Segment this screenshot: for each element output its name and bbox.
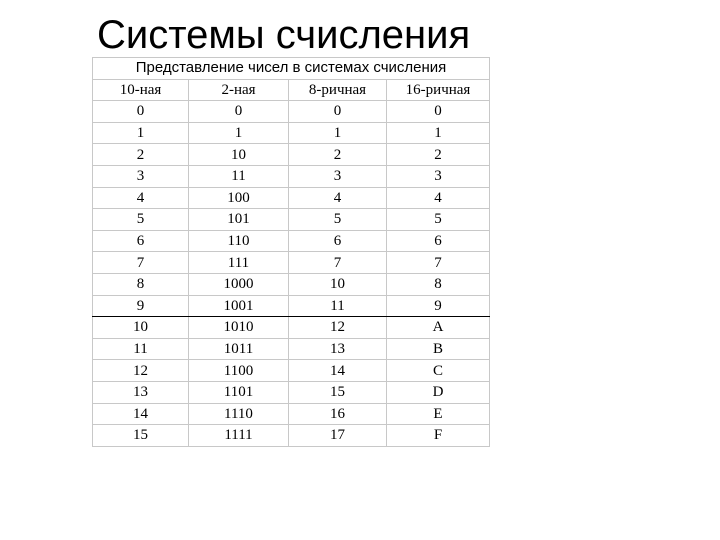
cell-octal: 2 [289, 144, 387, 166]
cell-binary: 0 [189, 101, 289, 123]
cell-octal: 0 [289, 101, 387, 123]
cell-binary: 1011 [189, 338, 289, 360]
table-caption-row [93, 58, 490, 80]
cell-hexadecimal: B [387, 338, 490, 360]
cell-hexadecimal: 0 [387, 101, 490, 123]
table-row [93, 209, 490, 231]
cell-binary: 1010 [189, 317, 289, 339]
table-row [93, 273, 490, 295]
cell-decimal: 10 [93, 317, 189, 339]
cell-decimal: 12 [93, 360, 189, 382]
cell-binary: 1 [189, 122, 289, 144]
table-row [93, 230, 490, 252]
cell-binary: 11 [189, 165, 289, 187]
cell-octal: 1 [289, 122, 387, 144]
cell-binary: 1000 [189, 273, 289, 295]
cell-decimal: 15 [93, 425, 189, 447]
cell-decimal: 8 [93, 273, 189, 295]
cell-decimal: 6 [93, 230, 189, 252]
cell-octal: 7 [289, 252, 387, 274]
table-row [93, 381, 490, 403]
cell-octal: 13 [289, 338, 387, 360]
cell-hexadecimal: 3 [387, 165, 490, 187]
number-systems-table [92, 57, 490, 447]
cell-decimal: 2 [93, 144, 189, 166]
table-header-row [93, 79, 490, 101]
table-body [93, 101, 490, 447]
header-decimal: 10-ная [93, 79, 189, 101]
cell-octal: 4 [289, 187, 387, 209]
cell-decimal: 9 [93, 295, 189, 317]
cell-octal: 3 [289, 165, 387, 187]
table-row [93, 360, 490, 382]
cell-decimal: 7 [93, 252, 189, 274]
slide-title: Системы счисления [97, 13, 471, 57]
cell-hexadecimal: F [387, 425, 490, 447]
cell-binary: 101 [189, 209, 289, 231]
table-row [93, 338, 490, 360]
cell-binary: 1001 [189, 295, 289, 317]
cell-hexadecimal: 9 [387, 295, 490, 317]
cell-decimal: 3 [93, 165, 189, 187]
cell-octal: 5 [289, 209, 387, 231]
cell-hexadecimal: 1 [387, 122, 490, 144]
cell-decimal: 14 [93, 403, 189, 425]
cell-hexadecimal: 5 [387, 209, 490, 231]
cell-binary: 100 [189, 187, 289, 209]
cell-decimal: 0 [93, 101, 189, 123]
cell-hexadecimal: 6 [387, 230, 490, 252]
table-row [93, 165, 490, 187]
cell-hexadecimal: C [387, 360, 490, 382]
cell-binary: 110 [189, 230, 289, 252]
cell-binary: 1101 [189, 381, 289, 403]
cell-decimal: 11 [93, 338, 189, 360]
cell-octal: 6 [289, 230, 387, 252]
table-row [93, 187, 490, 209]
cell-decimal: 4 [93, 187, 189, 209]
cell-hexadecimal: D [387, 381, 490, 403]
table-row [93, 317, 490, 339]
cell-decimal: 5 [93, 209, 189, 231]
table-row [93, 144, 490, 166]
cell-binary: 1110 [189, 403, 289, 425]
cell-octal: 17 [289, 425, 387, 447]
cell-octal: 12 [289, 317, 387, 339]
header-octal: 8-ричная [289, 79, 387, 101]
cell-binary: 10 [189, 144, 289, 166]
cell-hexadecimal: 2 [387, 144, 490, 166]
table-row [93, 252, 490, 274]
table-row [93, 403, 490, 425]
header-hexadecimal: 16-ричная [387, 79, 490, 101]
cell-binary: 1111 [189, 425, 289, 447]
cell-hexadecimal: 4 [387, 187, 490, 209]
table-caption: Представление чисел в системах счисления [93, 58, 490, 80]
cell-octal: 15 [289, 381, 387, 403]
cell-binary: 111 [189, 252, 289, 274]
cell-octal: 10 [289, 273, 387, 295]
cell-decimal: 1 [93, 122, 189, 144]
table-row [93, 101, 490, 123]
cell-hexadecimal: A [387, 317, 490, 339]
table-row [93, 425, 490, 447]
table-row [93, 122, 490, 144]
cell-octal: 11 [289, 295, 387, 317]
cell-decimal: 13 [93, 381, 189, 403]
cell-hexadecimal: 7 [387, 252, 490, 274]
cell-octal: 16 [289, 403, 387, 425]
cell-octal: 14 [289, 360, 387, 382]
cell-binary: 1100 [189, 360, 289, 382]
cell-hexadecimal: 8 [387, 273, 490, 295]
header-binary: 2-ная [189, 79, 289, 101]
cell-hexadecimal: E [387, 403, 490, 425]
table-row [93, 295, 490, 317]
